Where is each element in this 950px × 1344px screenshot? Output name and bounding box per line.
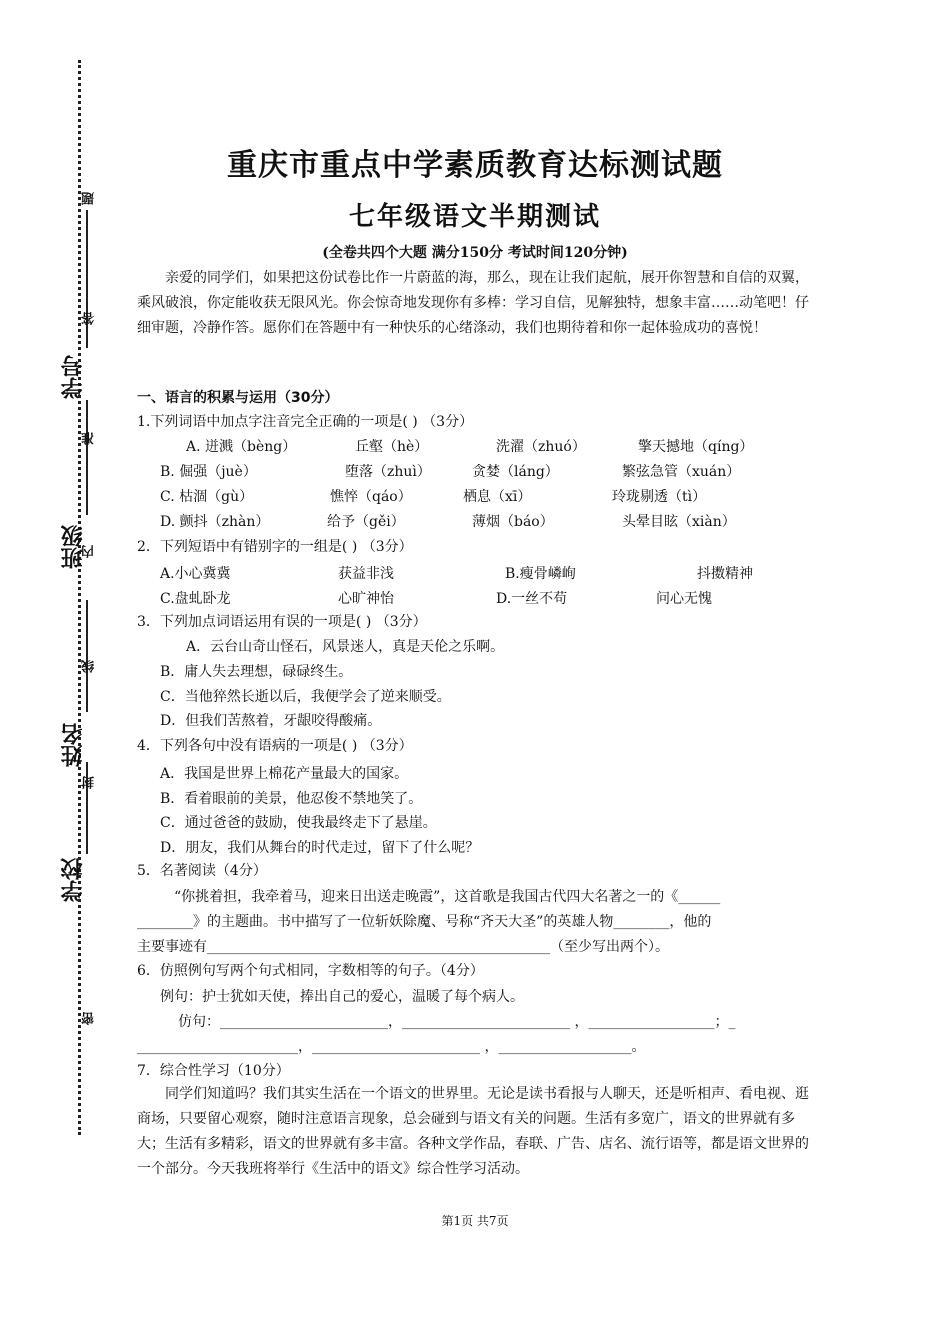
question-stem: 3．下列加点词语运用有误的一项是( ) （3分）: [137, 614, 427, 630]
q2-option: 获益非浅: [338, 566, 394, 582]
binding-mark-da: 答: [82, 312, 97, 325]
exam-info: (全卷共四个大题 满分150分 考试时间120分钟): [322, 245, 628, 261]
q1-option: 薄烟（báo）: [472, 514, 554, 530]
q4-option: C．通过爸爸的鼓励，使我最终走下了悬崖。: [160, 815, 437, 831]
q5-text: “你挑着担，我牵着马，迎来日出送走晚霞”，这首歌是我国古代四大名著之一的《______: [174, 889, 721, 905]
q3-option: D．但我们苦熬着，牙龈咬得酸痛。: [160, 713, 382, 729]
binding-mark-nei: 内: [82, 545, 97, 558]
q2-option: B.瘦骨嶙峋: [505, 566, 576, 582]
q2-option: C.盘虬卧龙: [160, 591, 231, 607]
q1-option: 栖息（xī）: [463, 489, 532, 505]
page-footer: 第1页 共7页: [441, 1214, 509, 1228]
q4-option: B．看着眼前的美景，他忍俊不禁地笑了。: [160, 791, 423, 807]
question-stem: 2．下列短语中有错别字的一组是( ) （3分）: [137, 539, 413, 555]
question-stem: 1.下列词语中加点字注音完全正确的一项是( ) （3分）: [137, 414, 474, 430]
question-stem: 4．下列各句中没有语病的一项是( ) （3分）: [137, 738, 413, 754]
q1-option: 擎天撼地（qíng）: [638, 439, 754, 455]
q4-option: A．我国是世界上棉花产量最大的国家。: [160, 766, 409, 782]
binding-mark-mi: 密: [82, 1012, 97, 1025]
q1-option: 憔悴（qáo）: [330, 489, 412, 505]
q6-fill-line: 仿句：________________________，________________________ ，__________________；_: [178, 1014, 736, 1030]
class-label: 班级: [61, 525, 86, 569]
q1-option: B. 倔强（juè）: [160, 464, 257, 480]
q4-option: D．朋友，我们从舞台的时代走过，留下了什么呢？: [160, 840, 480, 856]
binding-mark-zhun: 准: [82, 432, 97, 445]
q1-option: 玲珑剔透（tì）: [612, 489, 707, 505]
school-label: 学校: [61, 858, 86, 902]
binding-mark-xian: 线: [82, 660, 97, 673]
q2-option: 问心无愧: [656, 591, 712, 607]
q6-fill-line: _______________________，________________________ ，___________________。: [137, 1039, 646, 1055]
q1-option: A. 迸溅（bèng）: [186, 439, 297, 455]
intro-paragraph: 亲爱的同学们，如果把这份试卷比作一片蔚蓝的海，那么，现在让我们起航，展开你智慧和自信的双翼，乘风破浪，你定能收获无限风光。你会惊奇地发现你有多棒：学习自信，见解独特，想象丰富……动笔吧！仔细审题，冷静作答。愿你们在答题中有一种快乐的心绪涤动，我们也期待着和你一起体验成功的喜悦！: [137, 270, 809, 336]
q1-option: 给予（gěi）: [327, 514, 405, 530]
q3-option: A．云台山奇山怪石，风景迷人，真是天伦之乐啊。: [186, 639, 505, 655]
question-stem: 5．名著阅读（4分）: [137, 863, 267, 879]
q2-option: A.小心冀冀: [160, 566, 231, 582]
section-heading: 一、语言的积累与运用（30分）: [137, 390, 339, 406]
class-blank: [86, 400, 88, 515]
question-stem: 7．综合性学习（10分）: [137, 1063, 290, 1079]
q1-option: 繁弦急管（xuán）: [622, 464, 741, 480]
name-label: 姓名: [61, 723, 86, 767]
q2-option: 抖擞精神: [697, 566, 753, 582]
q1-option: 丘壑（hè）: [355, 439, 429, 455]
q1-option: 贪婪（láng）: [472, 464, 559, 480]
question-stem: 6．仿照例句写两个句式相同，字数相等的句子。（4分）: [137, 963, 484, 979]
q1-option: D. 颤抖（zhàn）: [160, 514, 270, 530]
q2-option: 心旷神怡: [338, 591, 394, 607]
q2-option: D.一丝不苟: [496, 591, 568, 607]
q7-text: 同学们知道吗？我们其实生活在一个语文的世界里。无论是读书看报与人聊天，还是听相声、看电视、逛商场，只要留心观察，随时注意语言现象，总会碰到与语文有关的问题。生活有多宽广，语文的世界就有多大；生活有多精彩，语文的世界就有多丰富。各种文学作品，春联、广告、店名、流行语等，都是语文世界的一个部分。今天我班将举行《生活中的语文》综合性学习活动。: [137, 1086, 809, 1177]
q5-text: 主要事迹有_________________________________________________（至少写出两个）。: [137, 939, 669, 955]
exam-subtitle: 七年级语文半期测试: [348, 202, 601, 232]
q5-text: ________》的主题曲。书中描写了一位斩妖除魔、号称“齐天大圣”的英雄人物________，他的: [137, 914, 712, 930]
q1-option: 洗濯（zhuó）: [496, 439, 586, 455]
q3-option: B．庸人失去理想，碌碌终生。: [160, 664, 353, 680]
q6-example: 例句：护士犹如天使，捧出自己的爱心，温暖了每个病人。: [160, 989, 524, 1005]
binding-mark-feng: 封: [82, 776, 97, 789]
q1-option: C. 枯涸（gù）: [160, 489, 254, 505]
q3-option: C．当他猝然长逝以后，我便学会了逆来顺受。: [160, 689, 451, 705]
q1-option: 头晕目眩（xiàn）: [622, 514, 736, 530]
number-label: 学号: [61, 355, 86, 399]
q1-option: 堕落（zhuì）: [345, 464, 431, 480]
name-blank: [86, 600, 88, 712]
exam-title: 重庆市重点中学素质教育达标测试题: [227, 148, 723, 183]
binding-mark-ti: 题: [82, 192, 97, 205]
